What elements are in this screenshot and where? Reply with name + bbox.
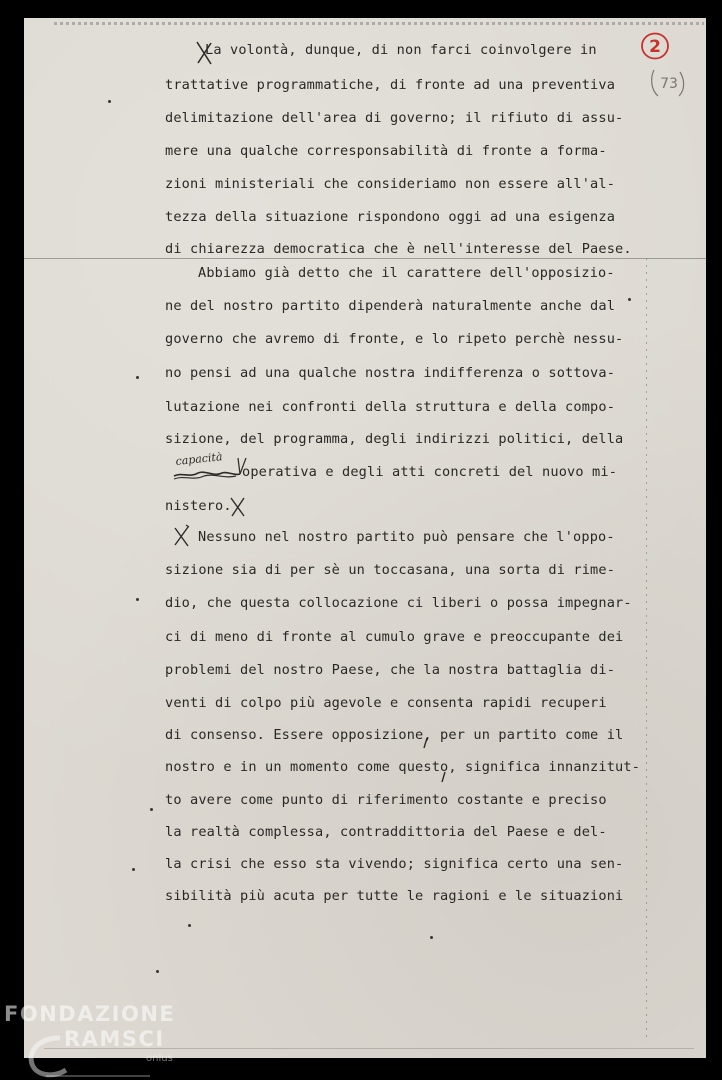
watermark-line1: FONDAZIONE — [4, 1002, 176, 1026]
text-line: ci di meno di fronte al cumulo grave e preoccupante dei — [165, 629, 624, 645]
text-line: delimitazione dell'area di governo; il rifiuto di assu- — [165, 110, 624, 126]
text-line: sizione, del programma, degli indirizzi politici, della — [165, 431, 624, 447]
text-line: La volontà, dunque, di non farci coinvolgere in — [205, 42, 597, 58]
text-line: operativa e degli atti concreti del nuovo mi- — [242, 464, 618, 480]
fold-line — [24, 258, 706, 259]
page-number-red: 2 — [649, 37, 661, 57]
top-edge-mark — [54, 22, 704, 25]
text-line: dio, che questa collocazione ci liberi o possa impegnar- — [165, 595, 632, 611]
watermark-line2: RAMSCI — [64, 1027, 165, 1051]
text-line: to avere come punto di riferimento costante e preciso — [165, 792, 607, 808]
handwritten-word: capacità — [174, 452, 224, 468]
text-line: lutazione nei confronti della struttura e della compo- — [165, 399, 616, 415]
text-line: nostro e in un momento come questo, significa innanzitut- — [165, 759, 641, 775]
text-line: la crisi che esso sta vivendo; significa certo una sen- — [165, 856, 624, 872]
text-line: mere una qualche corresponsabilità di fronte a forma- — [165, 143, 607, 159]
text-line: di chiarezza democratica che è nell'interesse del Paese. — [165, 241, 632, 257]
text-line: di consenso. Essere opposizione, per un partito come il — [165, 727, 624, 743]
text-line: Abbiamo già detto che il carattere dell'opposizio- — [198, 265, 615, 281]
text-line: problemi del nostro Paese, che la nostra battaglia di- — [165, 662, 616, 678]
circled-page-number — [640, 31, 670, 61]
text-line: trattative programmatiche, di fronte ad una preventiva — [165, 77, 616, 93]
x-mark-icon — [172, 524, 192, 548]
text-line: governo che avremo di fronte, e lo ripeto perchè nessu- — [165, 331, 624, 347]
text-line: la realtà complessa, contraddittoria del Paese e del- — [165, 824, 607, 840]
text-line: nistero. — [165, 498, 232, 514]
speck — [108, 100, 111, 103]
right-margin-perforation — [646, 258, 647, 1038]
speck — [628, 298, 631, 301]
x-mark-icon — [229, 496, 247, 518]
watermark-suffix: onlus — [146, 1053, 173, 1064]
text-line: sizione sia di per sè un toccasana, una sorta di rime- — [165, 562, 616, 578]
typed-page — [24, 18, 706, 1058]
text-line: venti di colpo più agevole e consenta rapidi recuperi — [165, 695, 607, 711]
speck — [136, 376, 139, 379]
pencil-folio-number — [648, 62, 688, 104]
speck — [156, 970, 159, 973]
page-number-pencil: 73 — [660, 76, 678, 92]
text-line: Nessuno nel nostro partito può pensare che l'oppo- — [198, 529, 615, 545]
text-line: ne del nostro partito dipenderà naturalmente anche dal — [165, 298, 616, 314]
text-line: tezza della situazione rispondono oggi ad una esigenza — [165, 209, 616, 225]
text-line: sibilità più acuta per tutte le ragioni e le situazioni — [165, 888, 624, 904]
speck — [132, 868, 135, 871]
speck — [430, 936, 433, 939]
text-line: zioni ministeriali che consideriamo non essere all'al- — [165, 176, 616, 192]
strikethrough-scribble-icon — [170, 452, 248, 484]
speck — [150, 808, 153, 811]
handwritten-insertion — [170, 452, 248, 484]
speck — [136, 598, 139, 601]
speck — [188, 924, 191, 927]
text-line: no pensi ad una qualche nostra indifferenza o sottova- — [165, 365, 616, 381]
